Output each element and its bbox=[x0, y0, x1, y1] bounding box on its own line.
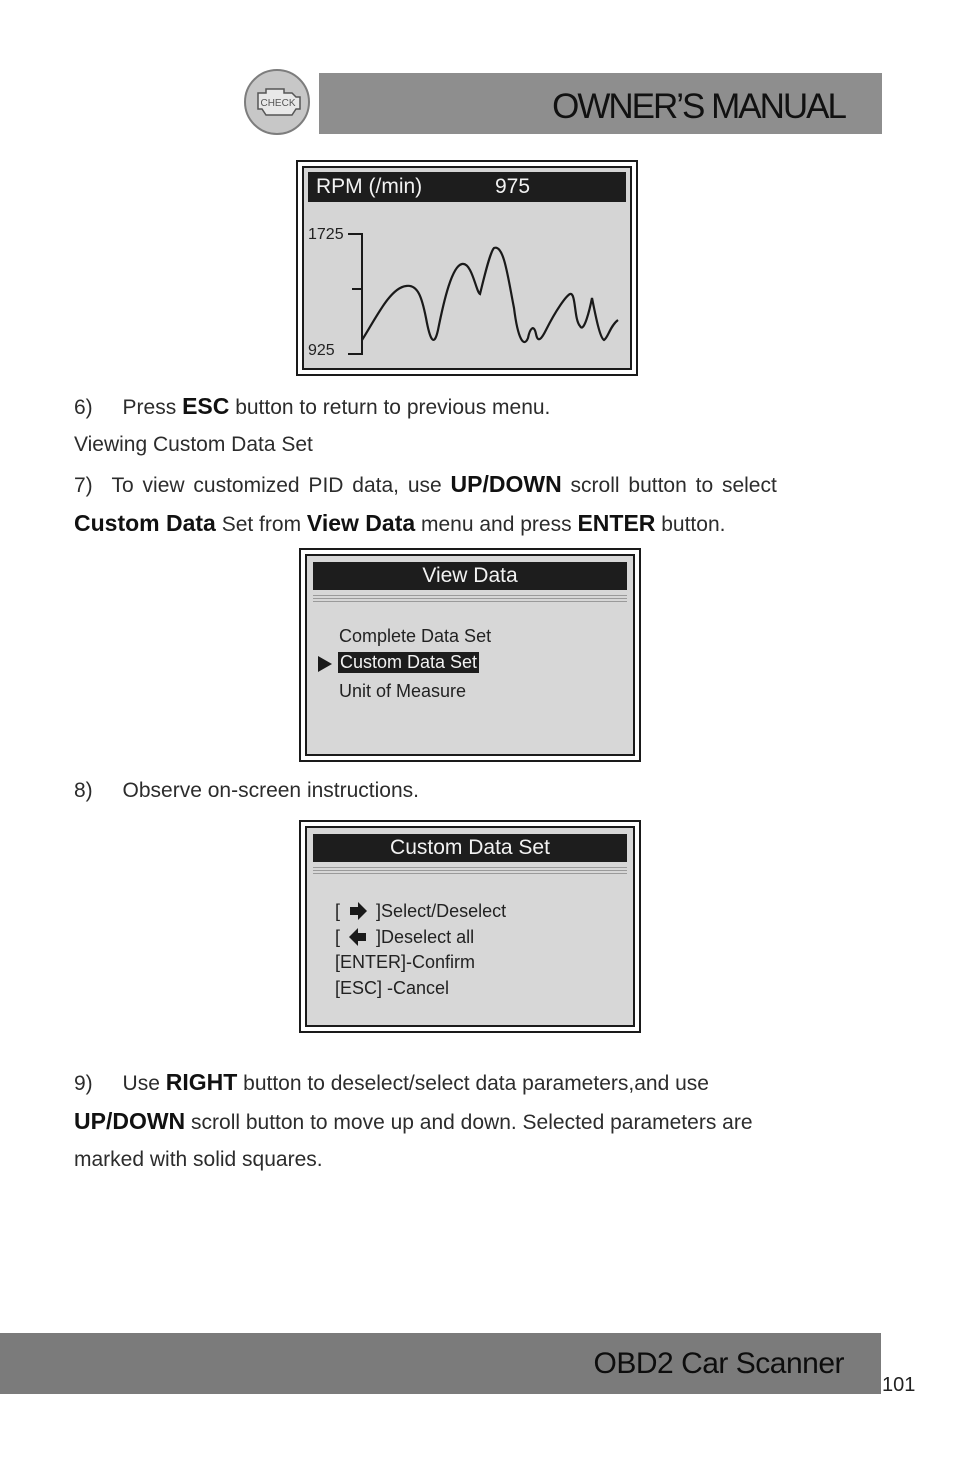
step-7-text-a: Set from bbox=[221, 513, 302, 536]
view-data-title: View Data bbox=[313, 562, 627, 590]
step-7-line-2 bbox=[74, 510, 725, 537]
step-9-line-1 bbox=[74, 1069, 709, 1096]
engine-icon bbox=[252, 85, 304, 119]
manual-title: OWNER’S MANUAL bbox=[552, 87, 845, 126]
view-data-screen bbox=[299, 548, 641, 762]
step-9-pre: Use bbox=[122, 1072, 160, 1095]
section-heading: Viewing Custom Data Set bbox=[74, 433, 313, 456]
step-7-text-c: button. bbox=[661, 513, 726, 536]
instruction-select-text: ]Select/Deselect bbox=[376, 901, 507, 921]
rpm-value: 975 bbox=[495, 175, 531, 198]
step-8-number: 8) bbox=[74, 779, 93, 802]
menu-item-custom-data-set[interactable]: Custom Data Set bbox=[340, 652, 478, 672]
left-arrow-icon bbox=[347, 926, 369, 948]
page-number: 101 bbox=[882, 1374, 916, 1396]
step-7-view-data: View Data bbox=[306, 510, 416, 536]
separator bbox=[313, 867, 627, 875]
step-7-pre: To view customized PID data, use bbox=[111, 474, 442, 497]
step-7-number: 7) bbox=[74, 474, 93, 497]
step-9-line-2-text: scroll button to move up and down. Selected parameters are bbox=[191, 1111, 753, 1134]
step-6-post: button to return to previous menu. bbox=[235, 396, 551, 419]
step-9-post: button to deselect/select data parameters,and use bbox=[243, 1072, 709, 1095]
rpm-label: RPM (/min) bbox=[316, 175, 423, 198]
step-6-number: 6) bbox=[74, 396, 93, 419]
y-axis-max: 1725 bbox=[308, 226, 344, 243]
step-6 bbox=[74, 393, 550, 420]
step-9-updown: UP/DOWN bbox=[74, 1108, 186, 1134]
step-6-pre: Press bbox=[122, 396, 177, 419]
badge-text: CHECK bbox=[260, 98, 296, 109]
instruction-select: [ ]Select/Deselect bbox=[335, 901, 507, 921]
rpm-waveform bbox=[304, 168, 632, 370]
y-axis-min: 925 bbox=[308, 342, 335, 359]
footer-title: OBD2 Car Scanner bbox=[593, 1347, 844, 1380]
custom-data-set-title: Custom Data Set bbox=[313, 834, 627, 862]
custom-data-set-screen bbox=[299, 820, 641, 1033]
check-engine-badge bbox=[244, 69, 310, 135]
selection-arrow-icon bbox=[317, 655, 333, 673]
menu-item-complete-data-set[interactable]: Complete Data Set bbox=[339, 626, 492, 646]
footer-bar bbox=[0, 1333, 881, 1394]
step-9-key: RIGHT bbox=[165, 1069, 238, 1095]
right-arrow-icon bbox=[347, 900, 369, 922]
step-9-line-3: marked with solid squares. bbox=[74, 1148, 323, 1171]
rpm-graph-screen bbox=[296, 160, 638, 376]
step-7-key: UP/DOWN bbox=[450, 471, 562, 497]
separator bbox=[313, 595, 627, 603]
instruction-deselect-all: [ ]Deselect all bbox=[335, 927, 475, 947]
step-6-key: ESC bbox=[182, 393, 230, 419]
header-bar bbox=[319, 73, 882, 134]
step-7-enter: ENTER bbox=[577, 510, 656, 536]
step-9-line-2 bbox=[74, 1108, 753, 1135]
menu-item-unit-of-measure[interactable]: Unit of Measure bbox=[339, 681, 467, 701]
instruction-cancel: [ESC] -Cancel bbox=[335, 978, 450, 998]
instruction-deselect-all-text: ]Deselect all bbox=[376, 927, 475, 947]
step-8-text: Observe on-screen instructions. bbox=[122, 779, 419, 802]
step-7-line-1 bbox=[74, 471, 777, 498]
step-7-custom-data: Custom Data bbox=[74, 510, 216, 536]
step-9-number: 9) bbox=[74, 1072, 93, 1095]
step-8 bbox=[74, 779, 419, 803]
step-7-text-b: menu and press bbox=[421, 513, 572, 536]
step-7-post: scroll button to select bbox=[570, 474, 777, 497]
instruction-confirm: [ENTER]-Confirm bbox=[335, 952, 476, 972]
